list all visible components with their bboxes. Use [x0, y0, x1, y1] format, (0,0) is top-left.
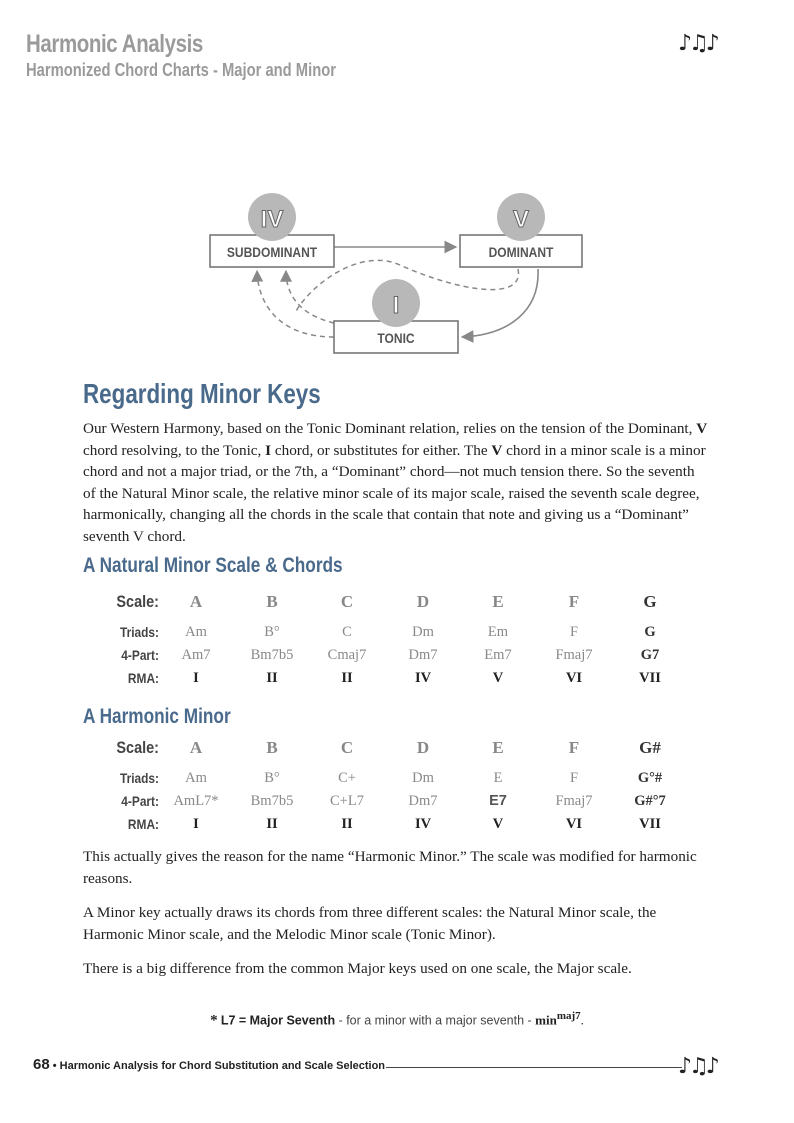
chord-cell: C — [340, 738, 354, 757]
chord-row-triads — [83, 770, 703, 792]
row-label: Scale: — [116, 592, 159, 611]
chord-row-rma — [83, 816, 703, 838]
subdominant-numeral: IV — [260, 206, 284, 233]
row-label: RMA: — [127, 816, 159, 832]
chord-cell: VII — [639, 816, 661, 832]
natural-minor-heading: A Natural Minor Scale & Chords — [83, 554, 343, 577]
chord-cell: F — [569, 624, 579, 640]
chord-cell: C — [340, 592, 354, 611]
tonic-label: TONIC — [377, 330, 415, 347]
chord-cell: F — [568, 738, 580, 757]
chord-cell: IV — [414, 670, 432, 686]
chord-cell: Bm7b5 — [250, 647, 294, 663]
dominant-numeral: V — [512, 206, 530, 233]
chord-cell: Am — [185, 624, 207, 640]
footnote-term: L7 = Major Seventh — [220, 1013, 336, 1028]
row-label: 4-Part: — [121, 793, 159, 809]
chord-cell: AmL7* — [173, 793, 219, 809]
tonic-dominant-diagram — [200, 185, 600, 360]
page-header-title: Harmonic Analysis — [26, 30, 203, 58]
chord-cell: F — [569, 770, 579, 786]
chord-cell: B — [266, 738, 278, 757]
chord-cell: Dm — [412, 624, 434, 640]
chord-cell: B — [266, 592, 278, 611]
music-notes-icon: ♪♫♪ — [678, 31, 717, 56]
chord-cell: G — [644, 624, 656, 640]
chord-cell: G#°7 — [634, 793, 666, 809]
dominant-to-tonic-arrow — [462, 269, 538, 337]
chord-cell: Dm — [412, 770, 434, 786]
footer-separator: • — [49, 1060, 60, 1072]
chord-cell: B° — [264, 770, 280, 786]
chord-cell: E — [492, 592, 504, 611]
section-heading-minor-keys: Regarding Minor Keys — [83, 378, 321, 409]
chord-cell: Am7 — [181, 647, 211, 663]
chord-cell: II — [266, 816, 278, 832]
page-footer — [33, 1056, 385, 1073]
chord-row-four-part — [83, 793, 703, 815]
row-label: 4-Part: — [121, 647, 159, 663]
chord-cell: I — [193, 816, 199, 832]
chord-cell: A — [189, 738, 203, 757]
music-notes-icon: ♪♫♪ — [678, 1054, 717, 1079]
dominant-label: DOMINANT — [488, 244, 554, 261]
body-paragraph-3: There is a big difference from the common Major keys used on one scale, the Major scale. — [83, 960, 632, 977]
chord-row-four-part — [83, 647, 703, 669]
chord-cell: Dm7 — [408, 793, 438, 809]
chord-cell: VII — [639, 670, 661, 686]
chord-cell: V — [492, 670, 504, 686]
chord-cell: G# — [639, 738, 661, 757]
subdominant-label: SUBDOMINANT — [226, 244, 318, 261]
chord-cell: C — [342, 624, 352, 640]
footnote — [0, 1010, 794, 1029]
harmonic-minor-heading: A Harmonic Minor — [83, 705, 231, 728]
chord-cell: Cmaj7 — [327, 647, 367, 663]
chord-row-scale — [83, 738, 703, 760]
chord-cell: F — [568, 592, 580, 611]
chord-row-scale — [83, 592, 703, 614]
body-paragraph-1: This actually gives the reason for the name “Harmonic Minor.” The scale was modified for harmonic reasons. — [83, 848, 697, 887]
page-header-subtitle: Harmonized Chord Charts - Major and Minor — [26, 60, 336, 80]
row-label: Triads: — [119, 770, 159, 786]
chord-cell: G°# — [637, 770, 663, 786]
tonic-numeral: I — [392, 292, 400, 319]
chord-row-triads — [83, 624, 703, 646]
chord-cell: C+ — [338, 770, 356, 786]
chord-cell: Fmaj7 — [555, 793, 593, 809]
chord-row-rma — [83, 670, 703, 692]
intro-paragraph: Our Western Harmony, based on the Tonic Dominant relation, relies on the tension of the Dominant, V chord resolving, to the Tonic, I chord, or substitutes for either. The V chord in a minor scale is a minor chord and not a major triad, or the 7th, a “Dominant” chord—not much tension there. So the seventh of the Natural Minor scale, the relative minor scale of its major scale, raised the seventh scale degree, harmonically, changing all the chords in the scale that contain that note and giving us a “Dominant” seventh V chord. — [83, 420, 708, 545]
footnote-sup: maj7 — [556, 1010, 581, 1022]
row-label: Scale: — [116, 738, 159, 757]
footer-book-title: Harmonic Analysis for Chord Substitution and Scale Selection — [59, 1060, 386, 1072]
page-number: 68 — [33, 1056, 50, 1073]
chord-cell: D — [416, 738, 430, 757]
footnote-desc: - for a minor with a major seventh - — [335, 1013, 536, 1028]
chord-cell: Fmaj7 — [555, 647, 593, 663]
tonic-to-subdominant-dashed-arrow-inner — [286, 271, 334, 323]
chord-cell: Bm7b5 — [250, 793, 294, 809]
chord-cell: II — [341, 816, 353, 832]
chord-cell: V — [492, 816, 504, 832]
chord-cell: E — [493, 770, 503, 786]
chord-cell: C+L7 — [330, 793, 364, 809]
chord-cell: VI — [565, 670, 583, 686]
chord-cell: A — [189, 592, 203, 611]
row-label: Triads: — [119, 624, 159, 640]
footer-rule — [386, 1067, 682, 1068]
footnote-min: min — [535, 1012, 557, 1028]
chord-cell: E7 — [489, 793, 507, 809]
footnote-star: * — [210, 1012, 218, 1029]
tonic-to-subdominant-dashed-arrow-outer — [257, 271, 334, 337]
chord-cell: Em — [487, 624, 509, 640]
chord-cell: G7 — [640, 647, 660, 663]
body-paragraph-2: A Minor key actually draws its chords from three different scales: the Natural Minor scale, the Harmonic Minor scale, and the Melodic Minor scale (Tonic Minor). — [83, 904, 657, 943]
chord-cell: II — [266, 670, 278, 686]
chord-cell: B° — [264, 624, 280, 640]
chord-cell: Dm7 — [408, 647, 438, 663]
footnote-end: . — [580, 1012, 584, 1028]
row-label: RMA: — [127, 670, 159, 686]
chord-cell: I — [193, 670, 199, 686]
chord-cell: D — [416, 592, 430, 611]
chord-cell: II — [341, 670, 353, 686]
chord-cell: E — [492, 738, 504, 757]
chord-cell: VI — [565, 816, 583, 832]
chord-cell: Am — [185, 770, 207, 786]
chord-cell: IV — [414, 816, 432, 832]
chord-cell: Em7 — [484, 647, 512, 663]
chord-cell: G — [643, 592, 657, 611]
